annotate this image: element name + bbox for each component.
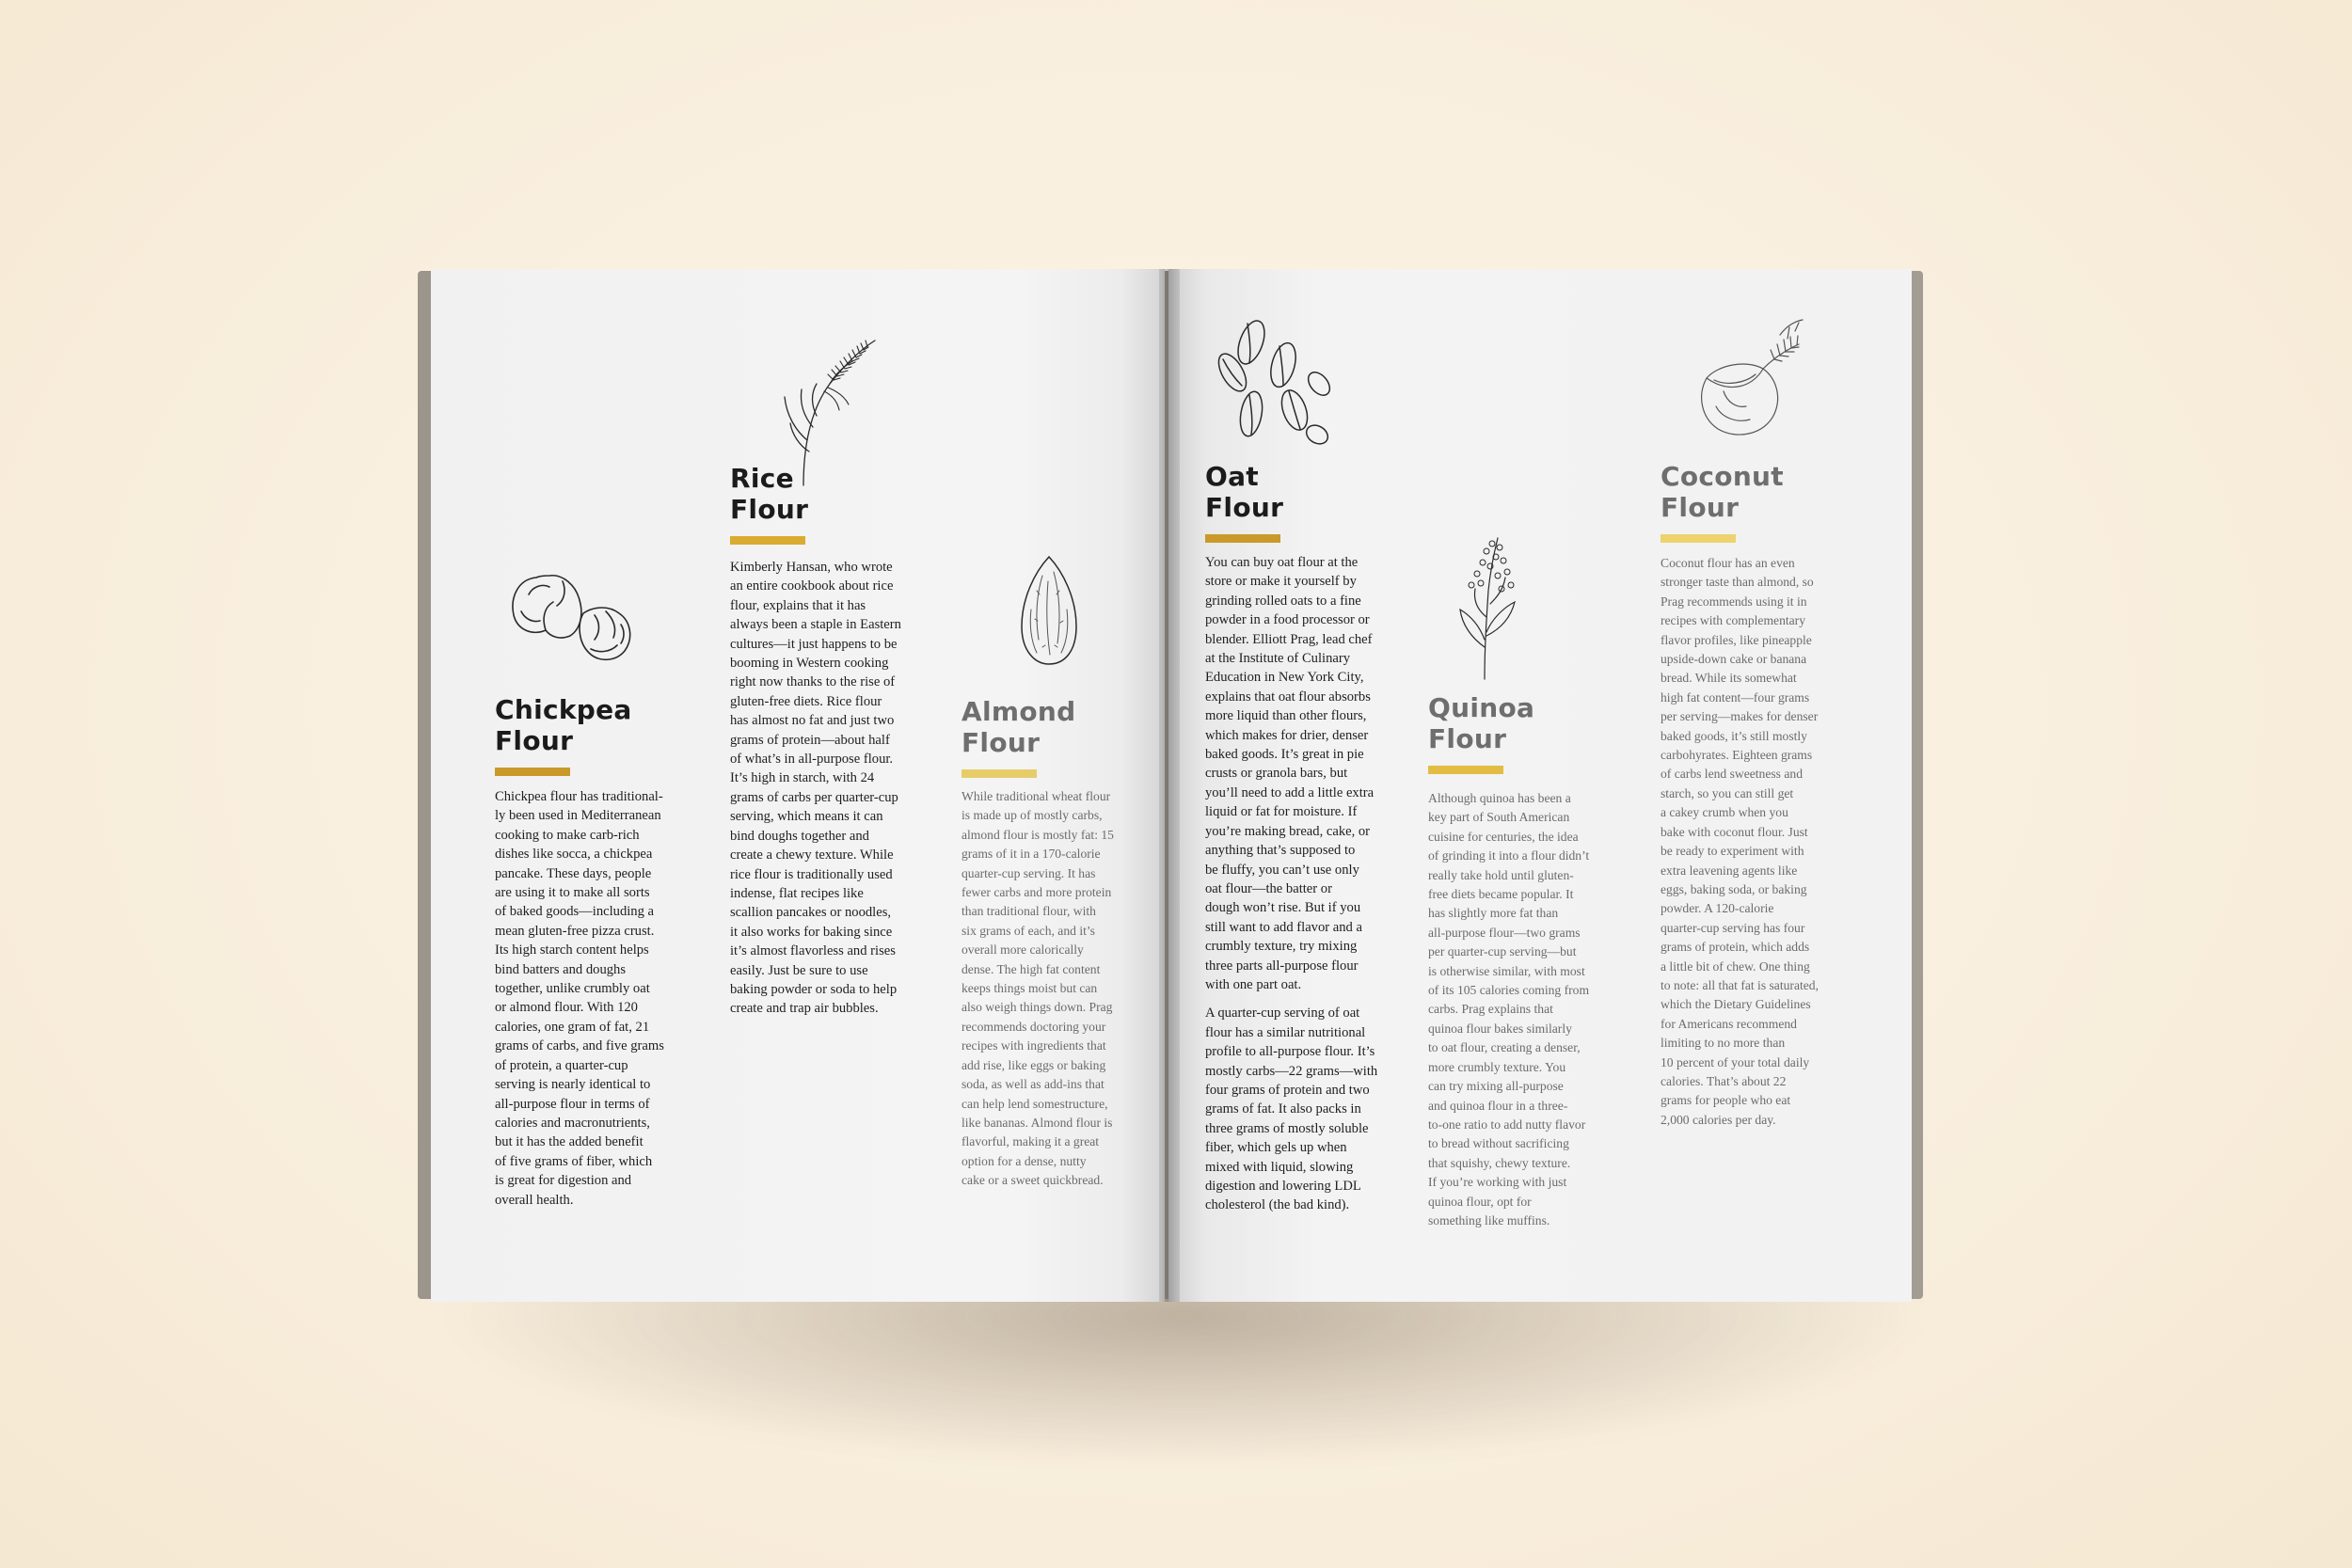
quinoa-section	[1428, 692, 1643, 1230]
oat-section	[1205, 461, 1407, 1215]
section-body: Although quinoa has been a key part of South American cuisine for centuries, the idea of grinding it into a flour didn’t really take hold until gluten- free diets became popular. It has slightly more fat than all-purpose flour—two grams per quarter-cup serving—but is otherwise similar, with most of its 105 calories coming from carbs. Prag explains that quinoa flour bakes similarly to oat flour, creating a denser, more crumbly texture. You can try mixing all-purpose and quinoa flour in a three- to-one ratio to add nutty flavor to bread without sacrificing that squishy, chewy texture. If you’re working with just quinoa flour, opt for something like muffins.	[1428, 791, 1590, 1227]
section-title: Rice Flour	[730, 463, 809, 525]
section-body: Chickpea flour has traditional- ly been used in Mediterranean cooking to make carb-rich dishes like socca, a chickpea pancake. These days, people are using it to make all sorts of baked goods—including a mean gluten-free pizza crust. Its high starch content helps bind batters and doughs together, unlike crumbly oat or almond flour. With 120 calories, one gram of fat, 21 grams of carbs, and five grams of protein, a quarter-cup serving is nearly identical to all-purpose flour in terms of calories and macronutrients, but it has the added benefit of five grams of fiber, which is great for digestion and overall health.	[495, 789, 664, 1208]
accent-bar	[961, 769, 1037, 778]
accent-bar	[1428, 766, 1503, 774]
accent-bar	[1205, 534, 1280, 543]
accent-bar	[730, 536, 805, 545]
section-title: Oat Flour	[1205, 461, 1284, 523]
coconut-icon	[1688, 316, 1810, 438]
almond-icon	[1016, 553, 1082, 668]
coconut-section	[1661, 461, 1877, 1130]
section-title: Chickpea Flour	[495, 694, 632, 756]
section-body: Coconut flour has an even stronger taste than almond, so Prag recommends using it in recipes with complementary flavor profiles, like pineapple upside-down cake or banana bread. While its somewhat high fat content—four grams per serving—makes for denser baked goods, it’s still mostly carbohyrates. Eighteen grams of carbs lend sweetness and starch, so you can still get a cakey crumb when you bake with coconut flour. Just be ready to experiment with extra leavening agents like eggs, baking soda, or baking powder. A 120-calorie quarter-cup serving has four grams of protein, which adds a little bit of chew. One thing to note: all that fat is saturated, which the Dietary Guidelines for Americans recommend limiting to no more than 10 percent of your total daily calories. That’s about 22 grams for people who eat 2,000 calories per day.	[1661, 556, 1819, 1127]
left-page	[431, 269, 1165, 1302]
section-title: Quinoa Flour	[1428, 692, 1535, 754]
section-body: You can buy oat flour at the store or make it yourself by grinding rolled oats to a fine powder in a food processor or blender. Elliott Prag, lead chef at the Institute of Culinary Education in New York City, explains that oat flour absorbs more liquid than other flours, which makes for drier, denser baked goods. It’s great in pie crusts or granola bars, but you’ll need to add a little extra liquid or fat for moisture. If you’re making bread, cake, or anything that’s supposed to be fluffy, you can’t use only oat flour—the batter or dough won’t rise. But if you still want to add flavor and a crumbly texture, try mixing three parts all-purpose flour with one part oat.	[1205, 555, 1375, 992]
right-page	[1168, 269, 1912, 1302]
rice-section	[730, 463, 937, 1019]
section-body: While traditional wheat flour is made up of mostly carbs, almond flour is mostly fat: 15 grams of it in a 170-calorie quarter-cup serving. It has fewer carbs and more protein than traditional flour, with six grams of each, and it’s overall more calorically dense. The high fat content keeps things moist but can also weigh things down. Prag recommends doctoring your recipes with ingredients that add rise, like eggs or baking soda, as well as add-ins that can help lend somestructure, like bananas. Almond flour is flavorful, making it a great option for a dense, nutty cake or a sweet quickbread.	[961, 789, 1114, 1188]
section-body-second: A quarter-cup serving of oat flour has a similar nutritional profile to all-purpose flour. It’s mostly carbs—22 grams—with four grams of protein and two grams of fat. It also packs in three grams of mostly soluble fiber, which gels up when mixed with liquid, slowing digestion and lowering LDL cholesterol (the bad kind).	[1205, 1006, 1378, 1213]
section-title: Coconut Flour	[1661, 461, 1784, 523]
section-body: Kimberly Hansan, who wrote an entire cookbook about rice flour, explains that it has always been a staple in Eastern cultures—it just happens to be booming in Western cooking right now thanks to the rise of gluten-free diets. Rice flour has almost no fat and just two grams of protein—about half of what’s in all-purpose flour. It’s high in starch, with 24 grams of carbs per quarter-cup serving, which means it can bind doughs together and create a chewy texture. While rice flour is traditionally used indense, flat recipes like scallion pancakes or noodles, it also works for baking since it’s almost flavorless and rises easily. Just be sure to use baking powder or soda to help create and trap air bubbles.	[730, 560, 901, 1017]
accent-bar	[1661, 534, 1736, 543]
book-spine	[1159, 269, 1180, 1302]
quinoa-plant-icon	[1449, 534, 1526, 681]
accent-bar	[495, 768, 570, 776]
almond-section	[961, 696, 1150, 1191]
oat-grains-icon	[1214, 316, 1342, 448]
chickpea-section	[495, 694, 688, 1210]
chickpea-icon	[508, 566, 636, 664]
section-title: Almond Flour	[961, 696, 1076, 758]
